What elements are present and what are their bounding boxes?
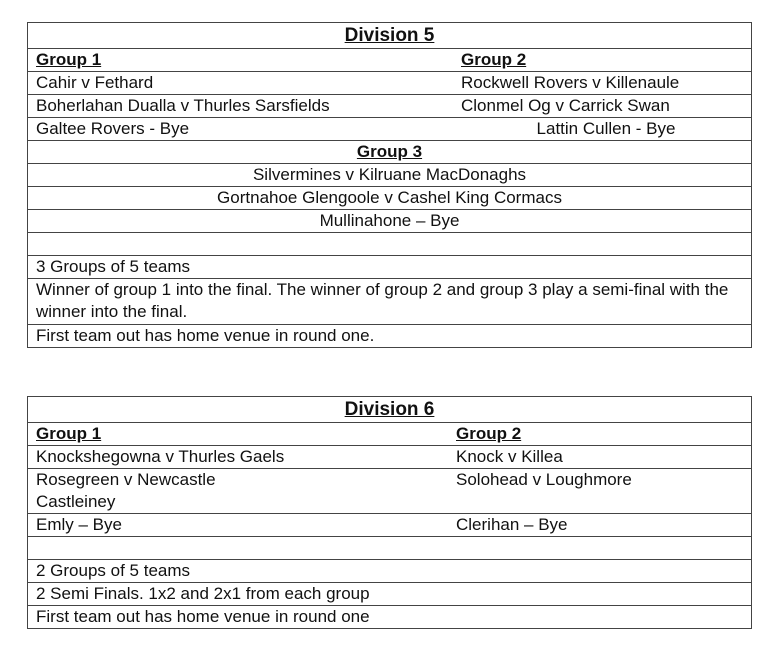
division-5-note: 3 Groups of 5 teams xyxy=(36,257,191,276)
division-6-fixture-row xyxy=(28,445,751,468)
division-6-group-1-fixture: Rosegreen v Newcastle Castleiney xyxy=(36,470,216,511)
division-5-group-1-bye: Galtee Rovers - Bye xyxy=(36,119,190,138)
division-5-group-headings-row xyxy=(28,48,751,71)
division-6-note: 2 Groups of 5 teams xyxy=(36,561,191,580)
division-6-group-2-bye: Clerihan – Bye xyxy=(456,515,568,534)
division-5-group-2-bye: Lattin Cullen - Bye xyxy=(536,119,676,138)
division-5-title: Division 5 xyxy=(344,25,435,46)
division-5-title-row xyxy=(28,23,751,48)
division-5-empty-row xyxy=(28,232,751,255)
division-6-note-row xyxy=(28,559,751,582)
division-6-empty-row xyxy=(28,536,751,559)
division-5-group-3-fixture: Gortnahoe Glengoole v Cashel King Cormacs xyxy=(217,188,562,207)
division-6-table xyxy=(27,396,752,629)
division-5-note-row xyxy=(28,255,751,278)
division-5-group-3-bye: Mullinahone – Bye xyxy=(319,211,460,230)
division-6-group-2-fixture: Solohead v Loughmore xyxy=(456,470,632,489)
division-5-group-1-fixture: Boherlahan Dualla v Thurles Sarsfields xyxy=(36,96,330,115)
division-6-fixture-row xyxy=(28,468,751,513)
division-5-group-3-heading-row xyxy=(28,140,751,163)
division-6-title-row xyxy=(28,397,751,422)
division-5-table xyxy=(27,22,752,348)
division-5-group-3-row xyxy=(28,209,751,232)
division-6-bye-row xyxy=(28,513,751,536)
division-6-note: First team out has home venue in round one xyxy=(36,607,370,626)
division-5-bye-row xyxy=(28,117,751,140)
division-6-note: 2 Semi Finals. 1x2 and 2x1 from each group xyxy=(36,584,370,603)
division-5-group-2-fixture: Clonmel Og v Carrick Swan xyxy=(461,96,670,115)
division-5-fixture-row xyxy=(28,71,751,94)
division-5-fixture-row xyxy=(28,94,751,117)
division-6-group-2-heading: Group 2 xyxy=(456,424,522,443)
division-6-group-1-bye: Emly – Bye xyxy=(36,515,122,534)
division-5-group-3-row xyxy=(28,163,751,186)
division-5-note-row xyxy=(28,324,751,347)
division-5-note: Winner of group 1 into the final. The winner of group 2 and group 3 play a semi-final with the winner into the final. xyxy=(36,280,729,321)
division-5-group-2-heading: Group 2 xyxy=(461,50,527,69)
division-6-group-headings-row xyxy=(28,422,751,445)
division-5-group-2-fixture: Rockwell Rovers v Killenaule xyxy=(461,73,680,92)
division-5-note: First team out has home venue in round one. xyxy=(36,326,375,345)
division-6-group-1-heading: Group 1 xyxy=(36,424,102,443)
division-5-group-1-fixture: Cahir v Fethard xyxy=(36,73,154,92)
division-5-note-row xyxy=(28,278,751,324)
division-5-group-3-row xyxy=(28,186,751,209)
division-6-note-row xyxy=(28,605,751,628)
division-6-note-row xyxy=(28,582,751,605)
division-5-group-3-fixture: Silvermines v Kilruane MacDonaghs xyxy=(252,165,527,184)
division-5-group-1-heading: Group 1 xyxy=(36,50,102,69)
division-6-group-2-fixture: Knock v Killea xyxy=(456,447,563,466)
division-5-group-3-heading: Group 3 xyxy=(356,142,423,161)
division-6-title: Division 6 xyxy=(344,399,435,420)
division-6-group-1-fixture: Knockshegowna v Thurles Gaels xyxy=(36,447,285,466)
